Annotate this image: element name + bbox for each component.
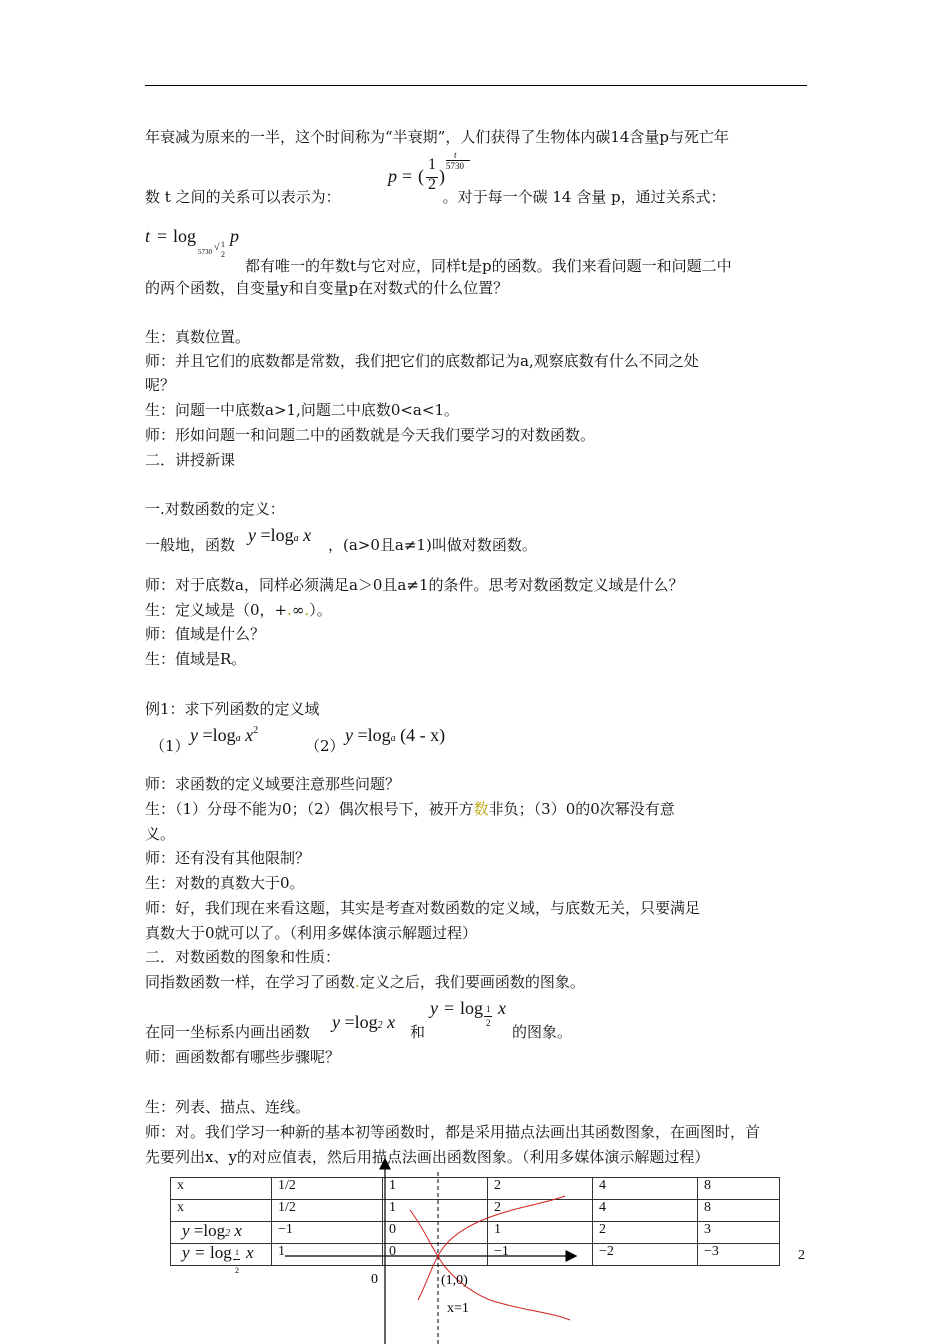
text-line: 师：求函数的定义域要注意那些问题？ bbox=[145, 775, 401, 793]
text-line: 生：（1）分母不能为0；（2）偶次根号下，被开方数非负；（3）0的0次幂没有意 bbox=[145, 800, 675, 818]
text-line: 生：定义域是（0，+.∞.）。 bbox=[145, 601, 332, 619]
text-line: 义。 bbox=[145, 825, 176, 843]
text-line: 先要列出x、y的对应值表，然后用描点法画出函数图象。（利用多媒体演示解题过程） bbox=[145, 1148, 710, 1166]
point-label: (1,0) bbox=[441, 1273, 468, 1288]
text-line: 师：还有没有其他限制？ bbox=[145, 849, 311, 867]
text-line: 都有唯一的年数t与它对应，同样t是p的函数。我们来看问题一和问题二中 bbox=[245, 257, 732, 275]
formula-log-half: y = log 1 2 x bbox=[430, 998, 506, 1028]
text-line: 生：对数的真数大于0。 bbox=[145, 874, 305, 892]
section-heading: 二．对数函数的图象和性质： bbox=[145, 948, 341, 966]
example-2-label: （2） bbox=[305, 737, 345, 755]
example-1-label: （1） bbox=[150, 737, 190, 755]
text-line: 师：形如问题一和问题二中的函数就是今天我们要学习的对数函数。 bbox=[145, 426, 596, 444]
table-label-log2: y =log2 x bbox=[182, 1221, 242, 1240]
text-line: 师：画函数都有哪些步骤呢？ bbox=[145, 1048, 341, 1066]
table-row: 1 0 −1 −2 −3 bbox=[171, 1244, 780, 1266]
formula-example-2: y =loga (4 - x) bbox=[345, 725, 446, 745]
text-line: 的图象。 bbox=[512, 1023, 573, 1041]
text-line: 呢？ bbox=[145, 376, 176, 394]
text-line: 和 bbox=[410, 1023, 426, 1041]
text-line: 师：对。我们学习一种新的基本初等函数时，都是采用描点法画出其函数图象，在画图时，首 bbox=[145, 1123, 761, 1141]
page-number: 2 bbox=[798, 1248, 805, 1263]
section-heading: 一.对数函数的定义： bbox=[145, 500, 285, 518]
text-line: 师：值域是什么？ bbox=[145, 625, 266, 643]
text-line: 的两个函数，自变量y和自变量p在对数式的什么位置？ bbox=[145, 279, 509, 297]
text-line: 在同一坐标系内画出函数 bbox=[145, 1023, 311, 1041]
text-line: 生：列表、描点、连线。 bbox=[145, 1098, 311, 1116]
section-heading: 二．讲授新课 bbox=[145, 451, 236, 469]
formula-log-def: y =loga x bbox=[248, 525, 312, 545]
table-row: x 1/2 1 2 4 8 bbox=[171, 1178, 780, 1200]
formula-p: p = ( 1 2 ) t 5730 bbox=[388, 160, 478, 200]
text-line: 生：真数位置。 bbox=[145, 328, 251, 346]
table-label-log-half: y = log 1 2 x bbox=[182, 1243, 254, 1275]
formula-log2: y =log2 x bbox=[332, 1012, 396, 1032]
formula-example-1: y =loga $x^2$ bbox=[190, 725, 259, 745]
text-line: 师：对于底数a，同样必须满足a＞0且a≠1的条件。思考对数函数定义域是什么？ bbox=[145, 576, 684, 594]
table-row: −1 0 1 2 3 bbox=[171, 1222, 780, 1244]
text-line: 年衰减为原来的一半，这个时间称为“半衰期”，人们获得了生物体内碳14含量p与死亡年 bbox=[145, 128, 730, 146]
table-row: x 1/2 1 2 4 8 bbox=[171, 1200, 780, 1222]
example-heading: 例1：求下列函数的定义域 bbox=[145, 700, 320, 718]
text-line: 数 t 之间的关系可以表示为： 。对于每一个碳 14 含量 p，通过关系式： bbox=[145, 188, 726, 206]
text-line: 师：好，我们现在来看这题，其实是考查对数函数的定义域，与底数无关，只要满足 bbox=[145, 899, 701, 917]
origin-label: 0 bbox=[371, 1272, 378, 1287]
text-line: 生：问题一中底数a>1,问题二中底数0<a<1。 bbox=[145, 401, 459, 419]
text-line: 同指数函数一样，在学习了函数.定义之后，我们要画函数的图象。 bbox=[145, 973, 585, 991]
text-line: 师：并且它们的底数都是常数，我们把它们的底数都记为a,观察底数有什么不同之处 bbox=[145, 352, 699, 370]
line-label: x=1 bbox=[447, 1301, 469, 1316]
text-line: 真数大于0就可以了。（利用多媒体演示解题过程） bbox=[145, 924, 478, 942]
formula-t: t = log 5730 √ 1 2 p bbox=[145, 226, 239, 259]
text-line: 一般地，函数 bbox=[145, 536, 236, 554]
text-line: 生：值域是R。 bbox=[145, 650, 247, 668]
text-line: ，(a>0且a≠1)叫做对数函数。 bbox=[328, 536, 537, 554]
